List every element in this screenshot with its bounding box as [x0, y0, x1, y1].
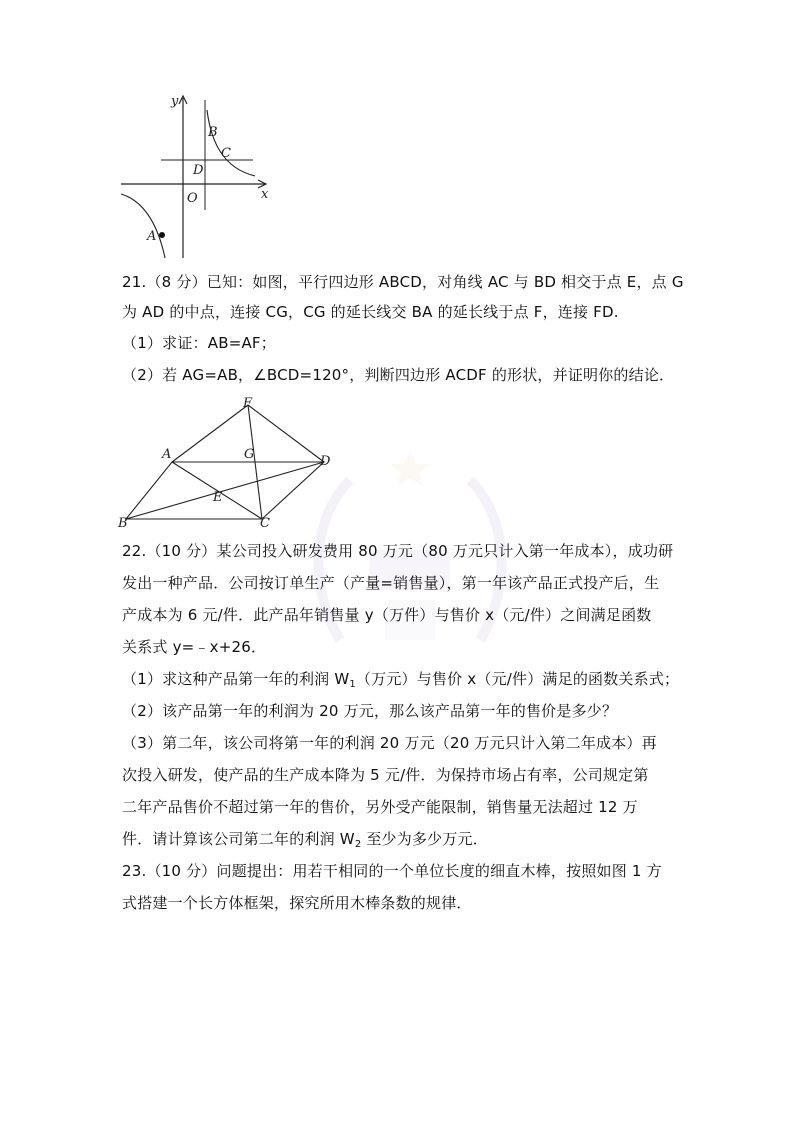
q22-stem-line2: 发出一种产品．公司按订单生产（产量=销售量），第一年该产品正式投产后，生: [122, 574, 660, 592]
q22-part3-line3: 二年产品售价不超过第一年的售价，另外受产能限制，销售量无法超过 12 万: [122, 798, 638, 816]
label-e: E: [213, 490, 223, 505]
q22-part3-line1: （3）第二年，该公司将第一年的利润 20 万元（20 万元只计入第二年成本）再: [122, 734, 657, 752]
label-f: F: [243, 396, 253, 411]
q21-stem-line1: 21.（8 分）已知：如图，平行四边形 ABCD，对角线 AC 与 BD 相交于点 E，点 G: [122, 273, 684, 291]
label-a2: A: [162, 447, 172, 462]
q22-stem-line3: 产成本为 6 元/件．此产品年销售量 y（万件）与售价 x（元/件）之间满足函数: [122, 606, 652, 624]
label-b2: B: [118, 516, 128, 530]
q21-part1: （1）求证：AB=AF；: [122, 334, 276, 352]
q22-part3-line4-text-a: 件．请计算该公司第二年的利润 W: [122, 830, 355, 848]
q22-stem-line1: 22.（10 分）某公司投入研发费用 80 万元（80 万元只计入第一年成本），成功研: [122, 542, 674, 560]
figure-hyperbola: [115, 90, 275, 265]
q22-part3-subscript: 2: [354, 839, 362, 850]
label-g: G: [244, 447, 255, 462]
label-y: y: [171, 94, 179, 109]
label-c: C: [221, 146, 231, 161]
q22-part1-subscript: 1: [349, 679, 356, 690]
label-origin: O: [187, 191, 198, 206]
q22-part1-text-b: （万元）与售价 x（元/件）满足的函数关系式；: [355, 670, 680, 688]
q22-stem-line4: 关系式 y=﹣x+26．: [122, 638, 267, 656]
segment-fa: [172, 405, 248, 462]
point-a: [159, 232, 165, 238]
label-b: B: [208, 125, 218, 140]
label-d: D: [193, 163, 204, 178]
q23-stem-line2: 式搭建一个长方体框架，探究所用木棒条数的规律．: [122, 894, 472, 912]
hyperbola-branch-3: [121, 194, 165, 258]
q22-part3-line4: [122, 829, 488, 855]
hyperbola-branch-1: [207, 110, 255, 176]
segment-bd: [126, 462, 324, 519]
q22-part3-line4-text-b: 至少为多少万元．: [361, 830, 488, 848]
q22-part2: （2）该产品第一年的利润为 20 万元，那么该产品第一年的售价是多少？: [122, 702, 618, 720]
label-x: x: [261, 187, 269, 202]
q21-part2: （2）若 AG=AB，∠BCD=120°，判断四边形 ACDF 的形状，并证明你的结论．: [122, 366, 675, 384]
q23-stem-line1: 23.（10 分）问题提出：用若干相同的一个单位长度的细直木棒，按照如图 1 方: [122, 862, 662, 880]
label-d2: D: [320, 454, 331, 469]
q22-part3-line2: 次投入研发，使产品的生产成本降为 5 元/件．为保持市场占有率，公司规定第: [122, 766, 649, 784]
q22-part1-text-a: （1）求这种产品第一年的利润 W: [122, 670, 350, 688]
q22-part1: [122, 669, 679, 695]
label-a: A: [147, 229, 157, 244]
q21-stem-line2: 为 AD 的中点，连接 CG，CG 的延长线交 BA 的延长线于点 F，连接 FD.: [122, 303, 619, 321]
label-c2: C: [260, 516, 270, 530]
